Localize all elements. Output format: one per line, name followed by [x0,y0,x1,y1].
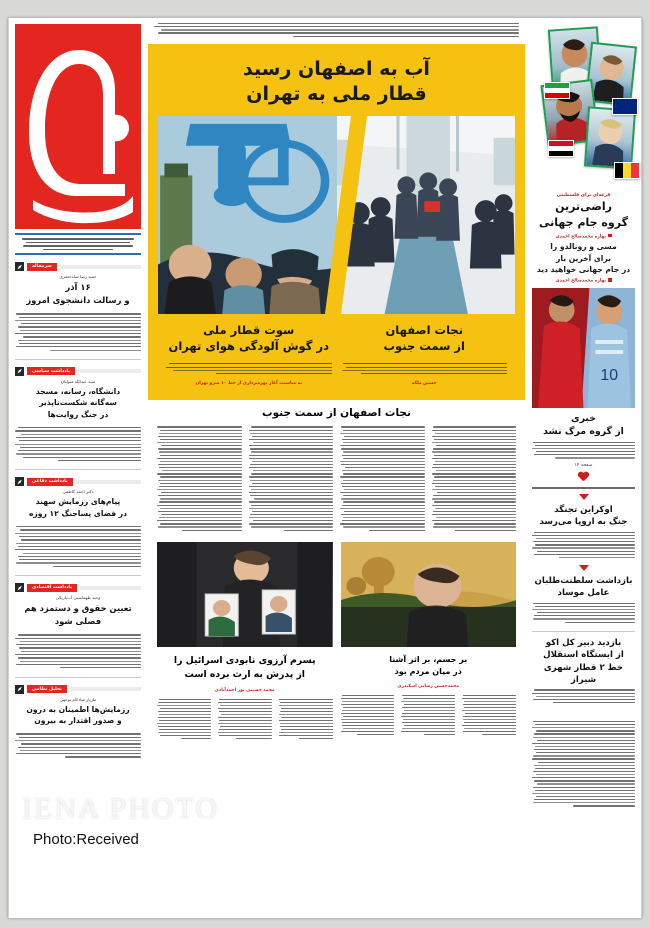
bottom-story-credit: محمدحسین رضایی اسکندری [397,683,460,689]
masthead-logo [15,24,141,229]
bottom-story-columns [341,692,517,738]
byline: مازیار شادکام نوجهی [59,696,97,702]
pen-nib-icon [15,477,24,486]
pen-nib-icon [15,367,24,376]
subhead-title: سوت قطار ملی در گوش آلودگی هوای تهران [168,322,329,354]
opinion-sidebar [8,18,148,918]
opinion-item[interactable] [15,583,141,672]
left-news-body [532,600,635,626]
pen-nib-icon [15,583,24,592]
badge-filler [80,586,141,590]
section-badge[interactable]: سرمقاله [27,263,57,271]
opinion-item[interactable] [15,685,141,761]
opinion-body [15,310,141,354]
badge-filler [78,369,141,373]
divider [532,631,635,632]
text-column [157,424,242,534]
opinion-headline: تعیین حقوق و دستمزد هم فصلی شود [24,603,132,626]
water-pipeline-valve-photo [158,116,351,314]
page-reference[interactable]: صفحه ۱۴ [574,463,593,469]
flag-new-zealand [612,98,638,115]
flag-belgium [614,162,640,179]
opinion-headline: دانشگاه، رسانه، مسجد سه‌گانه شکست‌ناپذیر در جنگ روایت‌ها [35,386,121,419]
section-badge[interactable]: یادداشت سیاسی [27,367,75,375]
newspaper-front-page [8,18,642,918]
metro-train-interior-photo [337,116,516,314]
badge-filler [60,265,141,269]
text-column [462,692,516,738]
section-badge[interactable]: یادداشت دفاعی [27,478,73,486]
badge-filler [76,480,141,484]
sports-sub-credit: بهاره محمدصالح احمدی [532,278,635,283]
badge-row [15,262,141,271]
subhead-left[interactable] [342,322,508,386]
left-news-body [532,686,635,706]
left-news-headline: بازدید دبیر کل اکو از ایستگاه استقلال خط ۲ قطار شهری شیراز [543,637,624,686]
child-holding-martyr-portraits-photo [157,542,333,647]
second-story-headline: نجات اصفهان از سمت جنوب [262,406,411,419]
left-news-item[interactable] [532,637,635,714]
bottom-story-headline: پسرم آرزوی نابودی اسرائیل را از پدرش به ارث برده است [173,654,316,680]
badge-row [15,367,141,376]
sports-story2-body [532,439,635,462]
badge-row [15,583,141,592]
byline: وحید طهماسبی آب‌باریکی [55,595,101,600]
opinion-body [15,424,141,464]
subhead-title: نجات اصفهان از سمت جنوب [383,322,465,354]
photo-caption-overlay [341,607,517,647]
sports-headline: راضی‌ترین گروه جام جهانی [539,200,628,229]
section-badge[interactable]: تحلیل نظامی [27,685,67,693]
top-brief-strip [148,18,525,44]
left-filler-body [532,718,635,809]
masthead-meta [15,233,141,255]
subhead-body [166,360,332,377]
opinion-body [15,631,141,671]
sports-kicker: قرعه‌ای برای فلسطینی [556,193,611,198]
divider [532,487,635,489]
heart-icon [578,472,589,482]
divider [15,677,141,678]
bottom-story-credit: محمد حسینی پور احمدآبادی [214,687,275,693]
section-badge[interactable]: یادداشت اقتصادی [27,584,77,592]
sports-subkicker: بهاره محمدصالح احمدی [532,234,635,239]
divider [15,469,141,470]
photo-caption-watermark: Photo:Received [24,828,148,851]
text-column [340,424,425,534]
square-bullet-icon [608,234,612,238]
bottom-stories [148,538,525,918]
ronaldo-messi-photo [532,288,635,408]
diamond-separator-icon [579,494,589,500]
text-column [432,424,517,534]
divider [15,575,141,576]
world-cup-player-cards-collage [532,24,635,189]
bottom-story-headline: بر جسم، بر اثر آشنا در میان مردم بود [389,654,468,676]
lead-subheads [158,314,515,392]
second-story-columns [157,424,516,534]
flag-egypt [548,140,574,157]
square-bullet-icon [608,278,612,282]
left-news-credit [532,709,635,714]
left-news-headline: بازداشت سلطنت‌طلبان عامل موساد [534,575,633,599]
byline: دکتر احمد کاظمی [62,489,94,495]
left-news-item[interactable] [532,504,635,561]
sports-story2-headline: خبری از گروه مرگ نشد [543,412,624,438]
flag-iran [544,82,570,99]
opinion-body [15,523,141,570]
subhead-right[interactable] [166,322,332,386]
second-story[interactable] [148,400,525,538]
badge-row [15,685,141,694]
text-column [279,696,333,742]
player-card [584,106,636,169]
bottom-story[interactable] [341,542,517,910]
bottom-story-columns [157,696,333,742]
opinion-item[interactable] [15,477,141,570]
agency-watermark: IENA PHOTO [22,792,219,825]
byline: حمید رضا شاه‌جعفری [59,274,97,279]
sports-subheadline: مسی و رونالدو را برای آخرین بار در جام جهانی خواهید دید [536,242,631,274]
pen-nib-icon [15,262,24,271]
subhead-credit: حسین ملکه [411,380,437,386]
subhead-credit: به مناسبت آغاز بهره‌برداری از خط ۱۰ مترو تهران [195,380,302,386]
lead-photo-split [158,116,515,314]
main-headline: آب به اصفهان رسید قطار ملی به تهران [243,57,430,106]
subhead-body [342,360,508,377]
main-content [148,18,525,918]
sports-sidebar [525,18,642,918]
lead-story-banner [148,44,525,400]
opinion-headline: پیام‌های رزمایش سهند در فضای پساجنگ ۱۲ روزه [28,497,128,518]
text-column [157,696,211,742]
text-column [401,692,455,738]
diamond-separator-icon [579,565,589,571]
left-news-item[interactable] [532,575,635,626]
left-news-headline: اوکراین تجنگد جنگ به اروپا می‌رسد [539,504,628,528]
opinion-item[interactable] [15,262,141,354]
opinion-item[interactable] [15,367,141,464]
shrine-portrait-photo [341,542,517,647]
opinion-headline: رزمایش‌ها اطمینان به درون و صدور اقتدار به بیرون [26,704,130,725]
svg-text:10: 10 [600,366,619,384]
text-column [218,696,272,742]
byline: سید عبدالله متولیان [60,378,96,384]
text-column [249,424,334,534]
pen-nib-icon [15,685,24,694]
text-column [341,692,395,738]
badge-row [15,477,141,486]
badge-filler [70,687,141,691]
left-news-body [532,529,635,561]
divider [15,359,141,360]
opinion-headline: ۱۶ آذر و رسالت دانشجوی امروز [26,282,130,305]
opinion-body [15,730,141,760]
bottom-story[interactable] [157,542,333,910]
